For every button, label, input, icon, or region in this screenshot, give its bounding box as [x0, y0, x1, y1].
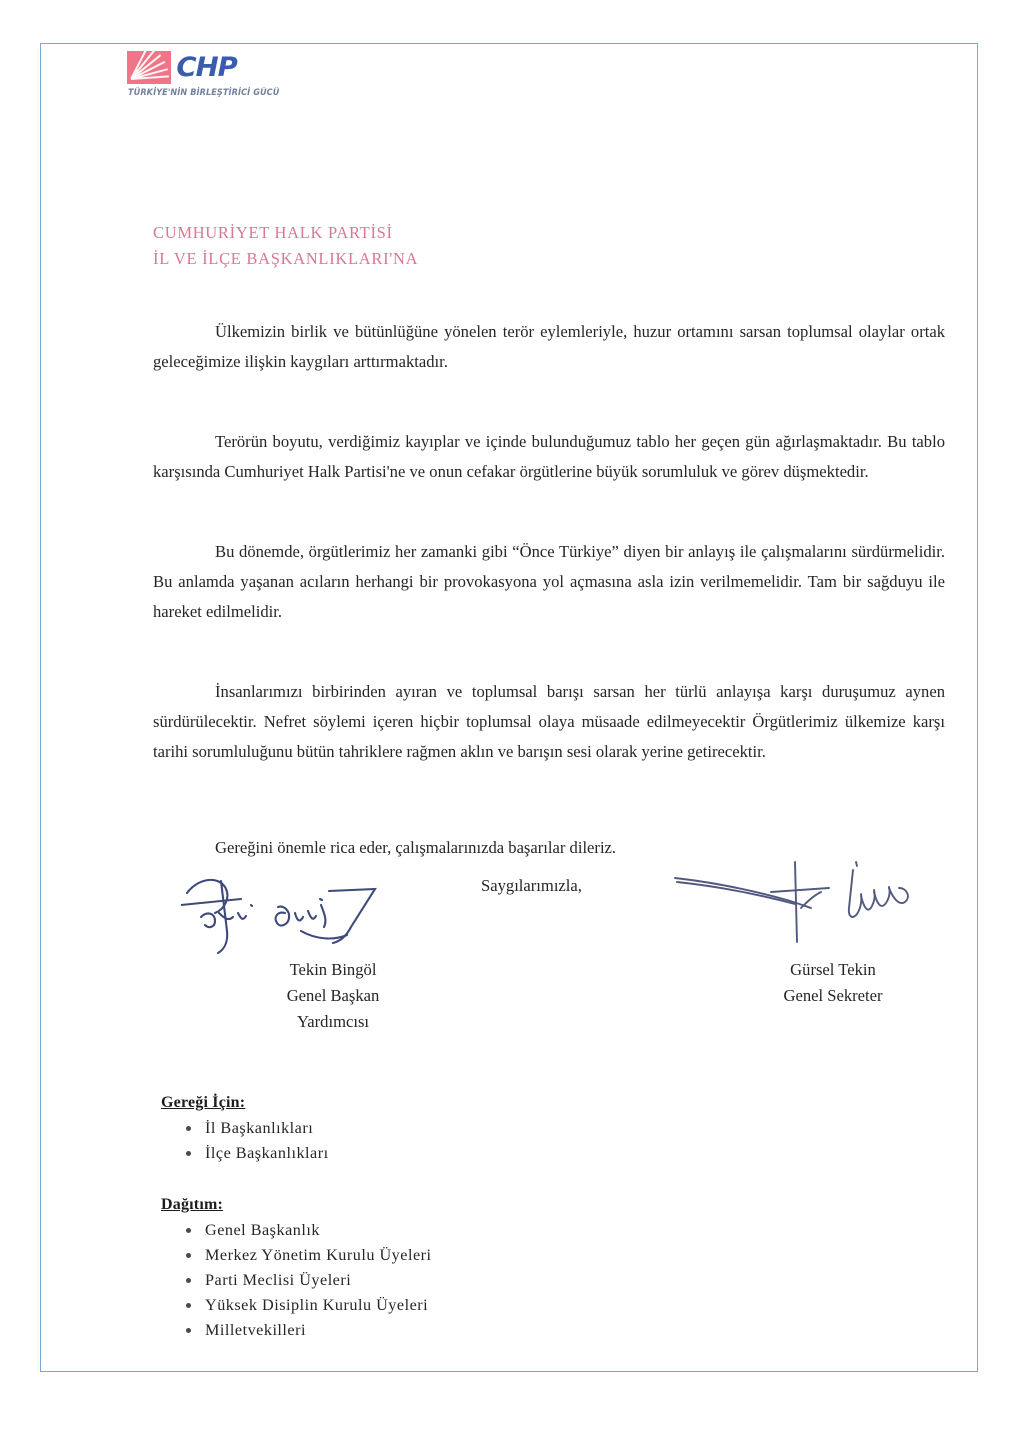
list-item: Merkez Yönetim Kurulu Üyeleri [205, 1243, 681, 1268]
gereği-icin-list [161, 1116, 681, 1166]
gereği-icin-title: Gereği İçin: [161, 1094, 246, 1111]
regards-text: Saygılarımızla, [481, 876, 582, 895]
paragraph-5-closing: Gereğini önemle rica eder, çalışmalarınızda başarılar dileriz. [215, 837, 617, 857]
signature-ink-left [181, 869, 441, 959]
list-item: Genel Başkanlık [205, 1218, 681, 1243]
paragraph-1: Ülkemizin birlik ve bütünlüğüne yönelen terör eylemleriyle, huzur ortamını sarsan toplumsal olaylar ortak geleceğimize ilişkin kaygıları arttırmaktadır. [153, 321, 945, 371]
dagitim-block [161, 1196, 681, 1343]
signer-right [713, 957, 953, 1009]
chp-wordmark: CHP [176, 52, 237, 83]
addressee-line-2: İL VE İLÇE BAŞKANLIKLARI'NA [153, 249, 419, 268]
list-item: Yüksek Disiplin Kurulu Üyeleri [205, 1293, 681, 1318]
signature-ink-right [671, 856, 941, 946]
addressee-heading [153, 220, 418, 272]
signer-left [213, 957, 453, 1035]
chp-six-arrows-icon [127, 51, 171, 84]
signer-right-name: Gürsel Tekin [790, 960, 876, 979]
addressee-line-1: CUMHURİYET HALK PARTİSİ [153, 223, 393, 242]
signer-left-title-1: Genel Başkan [286, 986, 380, 1005]
list-item: İl Başkanlıkları [205, 1116, 681, 1141]
signer-left-name: Tekin Bingöl [289, 960, 377, 979]
list-item: Parti Meclisi Üyeleri [205, 1268, 681, 1293]
chp-tagline: TÜRKİYE'NİN BİRLEŞTİRİCİ GÜCÜ [128, 87, 280, 97]
paragraph-2: Terörün boyutu, verdiğimiz kayıplar ve içinde bulunduğumuz tablo her geçen gün ağırlaşmaktadır. Bu tablo karşısında Cumhuriyet Halk Partisi'ne ve onun cefakar örgütlerine büyük sorumluluk ve görev düşmektedir. [153, 431, 945, 481]
chp-logo [127, 51, 387, 84]
list-item: Milletvekilleri [205, 1318, 681, 1343]
dagitim-title: Dağıtım: [161, 1196, 224, 1213]
signer-right-title-1: Genel Sekreter [783, 986, 883, 1005]
gereği-icin-block [161, 1094, 681, 1166]
paragraph-4: İnsanlarımızı birbirinden ayıran ve toplumsal barışı sarsan her türlü anlayışa karşı duruşumuz aynen sürdürülecektir. Nefret söylemi içeren hiçbir toplumsal olaya müsaade edilmeyecektir Örgütlerimiz ülkemize karşı tarihi sorumluluğunu bütün tahriklere rağmen aklın ve barışın sesi olarak yerine getirecektir. [153, 681, 945, 761]
paragraph-3: Bu dönemde, örgütlerimiz her zamanki gibi “Önce Türkiye” diyen bir anlayış ile çalışmalarını sürdürmelidir. Bu anlamda yaşanan acıların herhangi bir provokasyona yol açmasına asla izin verilmemelidir. Tam bir sağduyu ile hareket edilmelidir. [153, 541, 945, 621]
dagitim-list [161, 1218, 681, 1343]
letterhead [127, 51, 387, 97]
list-item: İlçe Başkanlıkları [205, 1141, 681, 1166]
signer-left-title-2: Yardımcısı [296, 1012, 370, 1031]
scanned-page-frame [40, 43, 978, 1372]
